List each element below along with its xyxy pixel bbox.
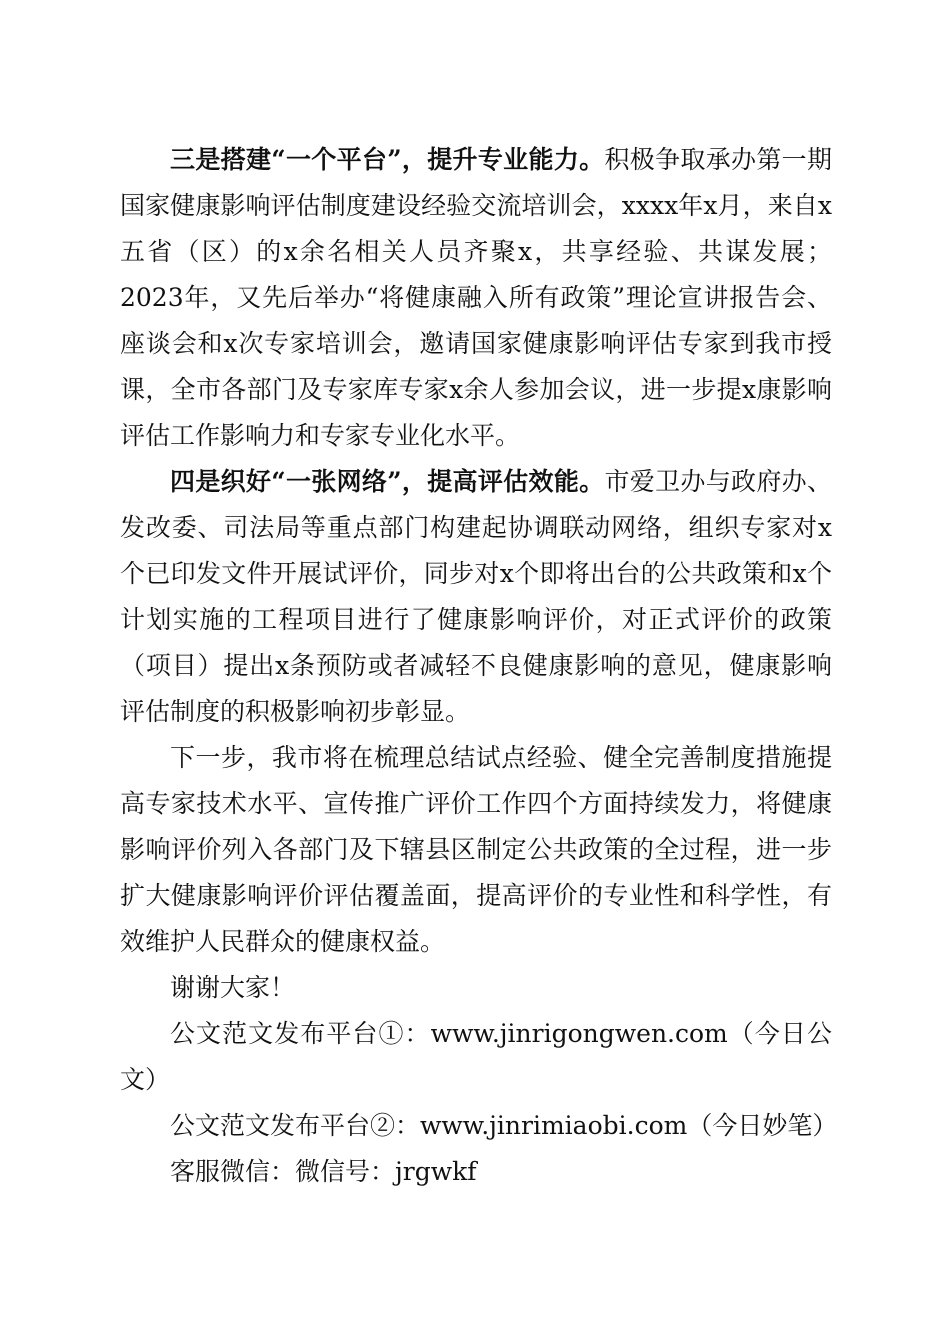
footer-platform-1: 公文范文发布平台①：www.jinrigongwen.com（今日公文）: [120, 1019, 832, 1094]
paragraph-lead: 三是搭建“一个平台”，提升专业能力。: [170, 145, 605, 174]
footer-block: [120, 1011, 838, 1195]
footer-platform-2: 公文范文发布平台②：www.jinrimiaobi.com（今日妙笔）: [170, 1111, 838, 1140]
paragraph-lead: 四是织好“一张网络”，提高评估效能。: [170, 467, 605, 496]
closing-thanks: 谢谢大家！: [170, 973, 296, 1002]
paragraph-next-step: [120, 735, 832, 965]
paragraph-network: [120, 459, 832, 735]
footer-wechat: 客服微信：微信号：jrgwkf: [170, 1157, 477, 1186]
paragraph-body: 市爱卫办与政府办、发改委、司法局等重点部门构建起协调联动网络，组织专家对x个已印发文件开展试评价，同步对x个即将出台的公共政策和x个计划实施的工程项目进行了健康影响评价，对正式评价的政策（项目）提出x条预防或者减轻不良健康影响的意见，健康影响评估制度的积极影响初步彰显。: [120, 467, 832, 726]
paragraph-platform: [120, 137, 832, 459]
paragraph-body: 积极争取承办第一期国家健康影响评估制度建设经验交流培训会，xxxx年x月，来自x五省（区）的x余名相关人员齐聚x，共享经验、共谋发展；2023年，又先后举办“将健康融入所有政策”理论宣讲报告会、座谈会和x次专家培训会，邀请国家健康影响评估专家到我市授课，全市各部门及专家库专家x余人参加会议，进一步提x康影响评估工作影响力和专家专业化水平。: [120, 145, 832, 450]
document-page: [120, 137, 838, 1195]
paragraph-body: 下一步，我市将在梳理总结试点经验、健全完善制度措施提高专家技术水平、宣传推广评价工作四个方面持续发力，将健康影响评价列入各部门及下辖县区制定公共政策的全过程，进一步扩大健康影响评价评估覆盖面，提高评价的专业性和科学性，有效维护人民群众的健康权益。: [120, 743, 832, 956]
